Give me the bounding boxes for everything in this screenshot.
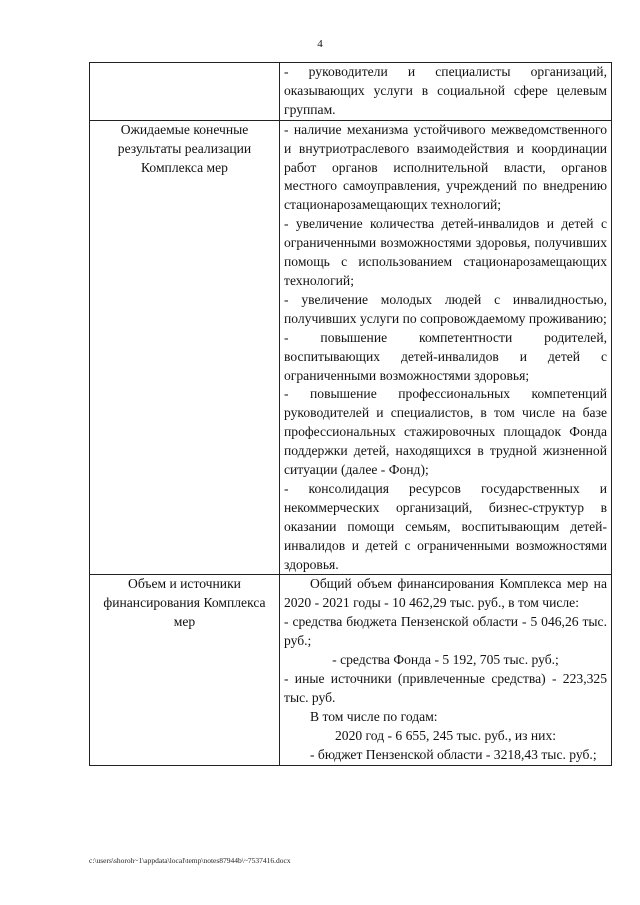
row-label [90, 63, 280, 121]
paragraph: В том числе по годам: [310, 708, 438, 724]
paragraph: - бюджет Пензенской области - 3218,43 тыс. руб.; [310, 746, 597, 762]
row-label: Ожидаемые конечные результаты реализации Комплекса мер [90, 120, 280, 575]
paragraph: - увеличение количества детей-инвалидов и детей с ограниченными возможностями здоровья, получивших помощь с использованием стационарозамещающих технологий; [284, 216, 607, 288]
paragraph: 2020 год - 6 655, 245 тыс. руб., из них: [334, 727, 557, 743]
page-number: 4 [317, 38, 323, 50]
table-row [90, 575, 612, 765]
row-content [280, 575, 612, 765]
paragraph: - иные источники (привлеченные средства) - 223,325 тыс. руб. [284, 671, 607, 705]
row-label: Объем и источники финансирования Комплекса мер [90, 575, 280, 765]
paragraph: - руководители и специалисты организаций, оказывающих услуги в социальной сфере целевым группам. [284, 64, 607, 117]
table-row [90, 120, 612, 575]
paragraph: - средства бюджета Пензенской области - 5 046,26 тыс. руб.; [284, 614, 607, 649]
paragraph: Общий объем финансирования Комплекса мер на 2020 - 2021 годы - 10 462,29 тыс. руб., в том числе: [284, 576, 607, 611]
paragraph: - консолидация ресурсов государственных и некоммерческих организаций, бизнес-структур в оказании помощи семьям, воспитывающим детей-инвалидов и детей с ограниченными возможностями здоровья. [284, 480, 607, 572]
paragraph: - повышение компетентности родителей, воспитывающих детей-инвалидов и детей с ограниченными возможностями здоровья; [284, 329, 607, 383]
paragraph: - наличие механизма устойчивого межведомственного и внутриотраслевого взаимодействия и координации работ органов исполнительной власти, органов местного самоуправления, учреждений по внедрению стационарозамещающих технологий; [284, 121, 607, 213]
table-row [90, 63, 612, 121]
file-path-footer: c:\users\shoroh~1\appdata\local\temp\notes87944b\~7537416.docx [89, 856, 291, 865]
paragraph: - средства Фонда - 5 192, 705 тыс. руб.; [332, 652, 559, 668]
paragraph: - увеличение молодых людей с инвалидностью, получивших услуги по сопровождаемому проживанию; [284, 291, 607, 326]
row-content [280, 63, 612, 121]
program-passport-table [89, 62, 612, 766]
row-content [280, 120, 612, 575]
paragraph: - повышение профессиональных компетенций руководителей и специалистов, в том числе на базе профессиональных стажировочных площадок Фонда поддержки детей, находящихся в трудной жизненной ситуации (далее - Фонд); [284, 386, 607, 478]
